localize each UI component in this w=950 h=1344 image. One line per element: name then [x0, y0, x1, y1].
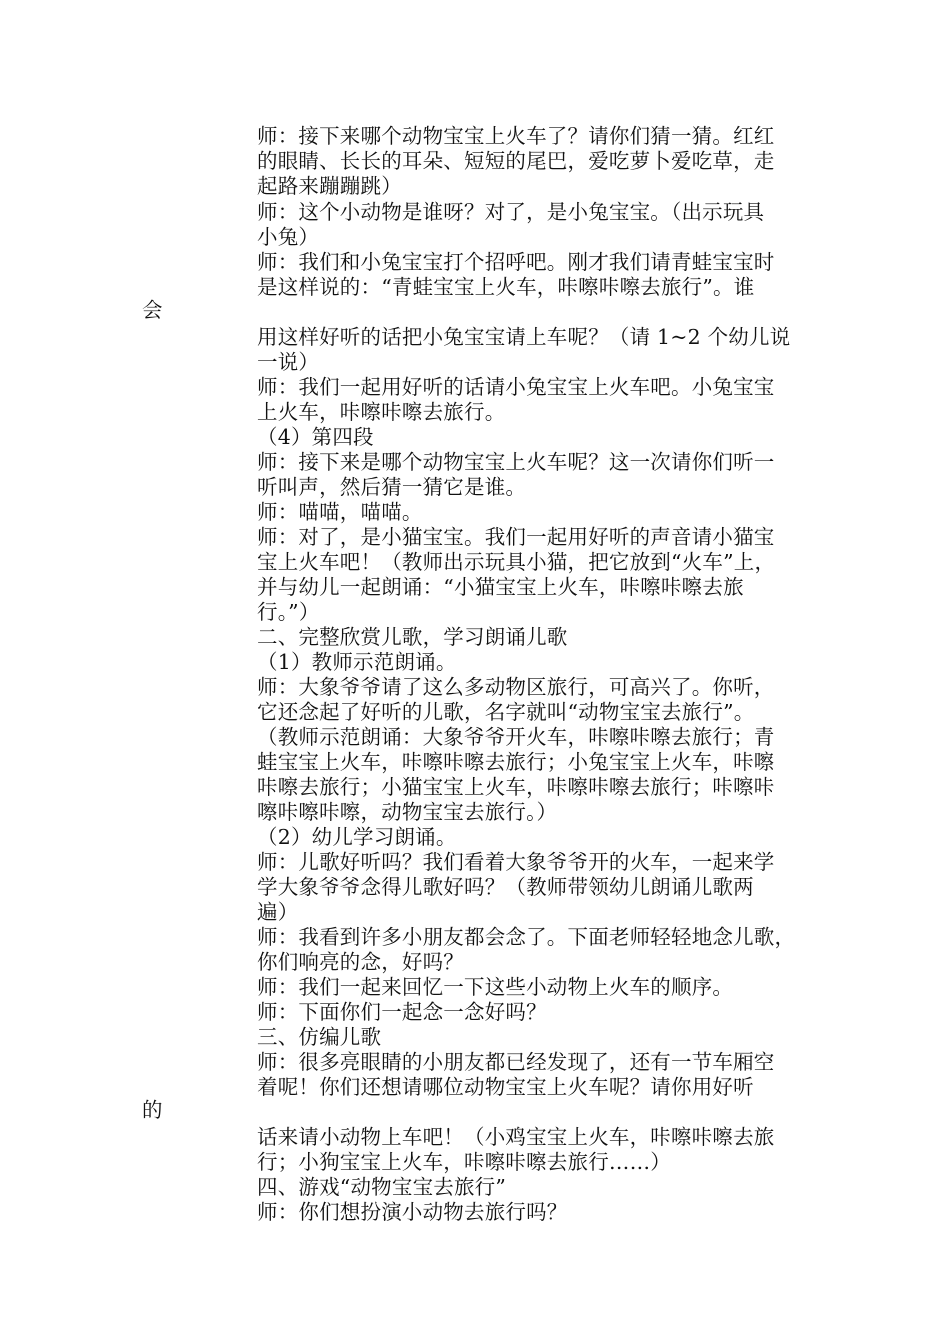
text-line: 师：大象爷爷请了这么多动物区旅行，可高兴了。你听， — [257, 675, 775, 699]
text-line: 宝上火车吧！（教师出示玩具小猫，把它放到“火车”上， — [257, 550, 776, 574]
text-line: 师：我们一起来回忆一下这些小动物上火车的顺序。 — [257, 975, 734, 999]
text-line: （1）教师示范朗诵。 — [257, 650, 457, 674]
text-line: 师：接下来是哪个动物宝宝上火车呢？这一次请你们听一 — [257, 450, 775, 474]
text-line: 的眼睛、长长的耳朵、短短的尾巴，爱吃萝卜爱吃草，走 — [257, 149, 775, 173]
text-line: 师：你们想扮演小动物去旅行吗？ — [257, 1200, 568, 1224]
text-line: 上火车，咔嚓咔嚓去旅行。 — [257, 400, 506, 424]
text-line: 师：我看到许多小朋友都会念了。下面老师轻轻地念儿歌， — [257, 925, 796, 949]
text-line: （2）幼儿学习朗诵。 — [257, 825, 457, 849]
text-line: 师：很多亮眼睛的小朋友都已经发现了，还有一节车厢空 — [257, 1050, 775, 1074]
text-line: （教师示范朗诵：大象爷爷开火车，咔嚓咔嚓去旅行；青 — [257, 725, 775, 749]
section-heading: 四、游戏“动物宝宝去旅行” — [257, 1175, 507, 1199]
text-line: 着呢！你们还想请哪位动物宝宝上火车呢？请你用好听 — [257, 1075, 754, 1099]
text-line: 你们响亮的念，好吗？ — [257, 950, 464, 974]
text-line: 师：我们和小兔宝宝打个招呼吧。刚才我们请青蛙宝宝时 — [257, 250, 775, 274]
text-line: 听叫声，然后猜一猜它是谁。 — [257, 475, 527, 499]
text-line: 咔嚓去旅行；小猫宝宝上火车，咔嚓咔嚓去旅行；咔嚓咔 — [257, 775, 775, 799]
text-line: 它还念起了好听的儿歌，名字就叫“动物宝宝去旅行”。 — [257, 700, 755, 724]
text-line: 师：喵喵，喵喵。 — [257, 500, 423, 524]
text-line: 行；小狗宝宝上火车，咔嚓咔嚓去旅行……） — [257, 1150, 671, 1174]
text-line: （4）第四段 — [257, 425, 374, 449]
text-line: 师：这个小动物是谁呀？对了，是小兔宝宝。（出示玩具 — [257, 200, 765, 224]
text-line: 并与幼儿一起朗诵：“小猫宝宝上火车，咔嚓咔嚓去旅 — [257, 575, 744, 599]
text-line: 嚓咔嚓咔嚓，动物宝宝去旅行。） — [257, 800, 558, 824]
margin-note: 的 — [142, 1098, 163, 1122]
text-line: 师：儿歌好听吗？我们看着大象爷爷开的火车，一起来学 — [257, 850, 775, 874]
text-line: 是这样说的：“青蛙宝宝上火车，咔嚓咔嚓去旅行”。谁 — [257, 275, 755, 299]
text-line: 师：下面你们一起念一念好吗？ — [257, 1000, 547, 1024]
text-line: 师：接下来哪个动物宝宝上火车了？请你们猜一猜。红红 — [257, 124, 775, 148]
text-line: 师：我们一起用好听的话请小兔宝宝上火车吧。小兔宝宝 — [257, 375, 775, 399]
text-line: 行。”） — [257, 600, 320, 624]
text-line: 遍） — [257, 900, 299, 924]
text-line: 师：对了，是小猫宝宝。我们一起用好听的声音请小猫宝 — [257, 525, 775, 549]
margin-note: 会 — [142, 298, 163, 322]
text-line: 用这样好听的话把小兔宝宝请上车呢？（请 1~2 个幼儿说 — [257, 325, 791, 349]
text-line: 起路来蹦蹦跳） — [257, 174, 402, 198]
section-heading: 三、仿编儿歌 — [257, 1025, 382, 1049]
text-line: 小兔） — [257, 225, 320, 249]
text-line: 一说） — [257, 350, 320, 374]
text-line: 蛙宝宝上火车，咔嚓咔嚓去旅行；小兔宝宝上火车，咔嚓 — [257, 750, 775, 774]
text-line: 学大象爷爷念得儿歌好吗？（教师带领幼儿朗诵儿歌两 — [257, 875, 754, 899]
text-line: 话来请小动物上车吧！（小鸡宝宝上火车，咔嚓咔嚓去旅 — [257, 1125, 775, 1149]
section-heading: 二、完整欣赏儿歌，学习朗诵儿歌 — [257, 625, 568, 649]
